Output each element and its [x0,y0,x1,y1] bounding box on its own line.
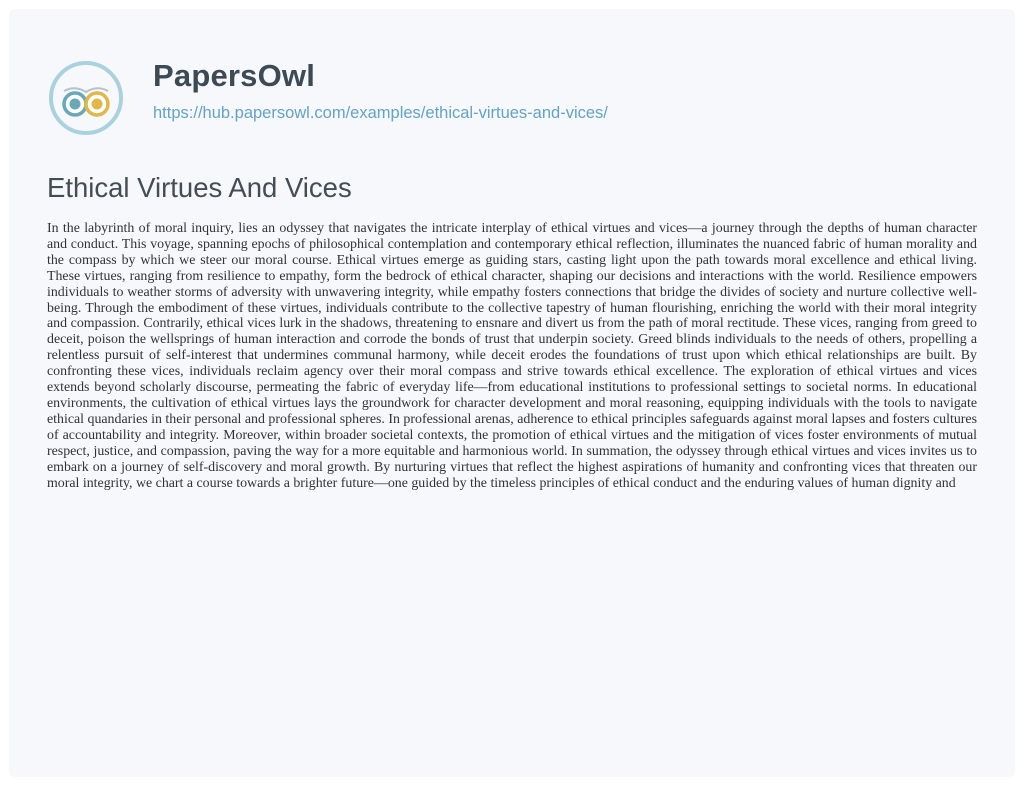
article-body: In the labyrinth of moral inquiry, lies an odyssey that navigates the intricate interplay of ethical virtues and vices—a journey through the depths of human character and conduct. This voyage, spanning epochs of philosophical contemplation and contemporary ethical reflection, illuminates the nuanced fabric of human morality and the compass by which we steer our moral course. Ethical virtues emerge as guiding stars, casting light upon the path towards moral excellence and ethical living. These virtues, ranging from resilience to empathy, form the bedrock of ethical character, shaping our decisions and interactions with the world. Resilience empowers individuals to weather storms of adversity with unwavering integrity, while empathy fosters connections that bridge the divides of society and nurture collective well-being. Through the embodiment of these virtues, individuals contribute to the collective tapestry of human flourishing, enriching the world with their moral integrity and compassion. Contrarily, ethical vices lurk in the shadows, threatening to ensnare and divert us from the path of moral rectitude. These vices, ranging from greed to deceit, poison the wellsprings of human interaction and corrode the bonds of trust that underpin society. Greed blinds individuals to the needs of others, propelling a relentless pursuit of self-interest that undermines communal harmony, while deceit erodes the foundations of trust upon which ethical relationships are built. By confronting these vices, individuals reclaim agency over their moral compass and strive towards ethical excellence. The exploration of ethical virtues and vices extends beyond scholarly discourse, permeating the fabric of everyday life—from educational institutions to professional settings to societal norms. In educational environments, the cultivation of ethical virtues lays the groundwork for character development and moral reasoning, equipping individuals with the tools to navigate ethical quandaries in their personal and professional spheres. In professional arenas, adherence to ethical principles safeguards against moral lapses and fosters cultures of accountability and integrity. Moreover, within broader societal contexts, the promotion of ethical virtues and the mitigation of vices foster environments of mutual respect, justice, and compassion, paving the way for a more equitable and harmonious world. In summation, the odyssey through ethical virtues and vices invites us to embark on a journey of self-discovery and moral growth. By nurturing virtues that reflect the highest aspirations of humanity and confronting vices that threaten our moral integrity, we chart a course towards a brighter future—one guided by the timeless principles of ethical conduct and the enduring values of human dignity and [47,221,977,491]
brand-name[interactable]: PapersOwl [153,58,316,93]
site-header [46,54,946,134]
owl-eyes-icon[interactable] [46,58,126,138]
article-title: Ethical Virtues And Vices [47,172,352,203]
article-url-link[interactable]: https://hub.papersowl.com/examples/ethical-virtues-and-vices/ [153,104,608,122]
